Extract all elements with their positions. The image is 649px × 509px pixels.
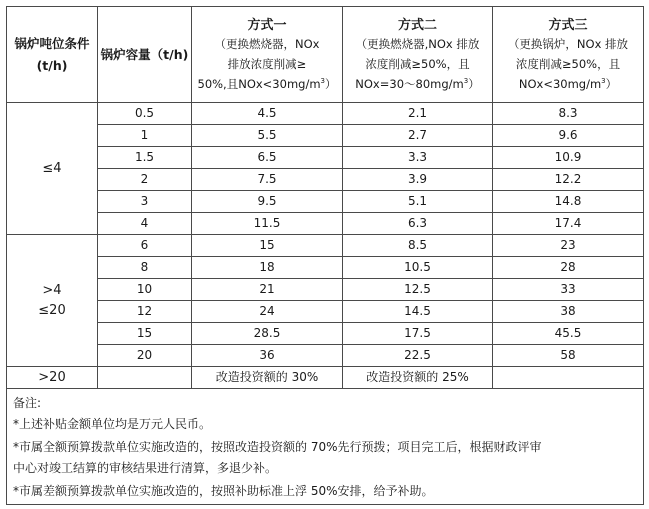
- method-2-cell: 2.1: [343, 103, 493, 125]
- method-2-cell: 10.5: [343, 257, 493, 279]
- method-2-cell: 3.3: [343, 147, 493, 169]
- capacity-cell: 3: [98, 191, 192, 213]
- method-1-cell: 15: [192, 235, 343, 257]
- group-label-line: ≤20: [38, 302, 66, 318]
- capacity-cell: 10: [98, 279, 192, 301]
- method-1-cell: 改造投资额的 30%: [192, 367, 343, 389]
- header-row: [7, 7, 644, 103]
- method-1-cell: 36: [192, 345, 343, 367]
- method-3-title: 方式三: [548, 18, 588, 33]
- method-3-desc-a: （更换锅炉，NOx 排放: [507, 37, 629, 51]
- notes-row: [7, 389, 644, 505]
- method-3-close-paren: ）: [605, 77, 618, 91]
- method-1-cell: 6.5: [192, 147, 343, 169]
- group-label-le4: [7, 103, 98, 235]
- table-body: [7, 103, 644, 505]
- method-3-cell-empty: [493, 367, 644, 389]
- table-row: [7, 279, 644, 301]
- method-1-desc-b: 排放浓度削减≥: [227, 57, 307, 71]
- method-3-cell: 10.9: [493, 147, 644, 169]
- method-2-desc-c-line: [343, 74, 492, 94]
- method-2-cell: 改造投资额的 25%: [343, 367, 493, 389]
- method-2-desc-a: （更换燃烧器,NOx 排放: [355, 37, 480, 51]
- subsidy-table-container: [6, 6, 643, 505]
- method-2-cell: 12.5: [343, 279, 493, 301]
- group-label-line: >4: [42, 282, 62, 298]
- method-1-superscript: 3: [320, 77, 325, 86]
- method-2-cell: 6.3: [343, 213, 493, 235]
- method-1-cell: 5.5: [192, 125, 343, 147]
- method-1-cell: 11.5: [192, 213, 343, 235]
- method-2-cell: 2.7: [343, 125, 493, 147]
- note-line-1: *上述补贴金额单位均是万元人民币。: [13, 417, 212, 431]
- method-3-superscript: 3: [601, 77, 606, 86]
- method-3-cell: 28: [493, 257, 644, 279]
- method-3-cell: 23: [493, 235, 644, 257]
- method-2-cell: 22.5: [343, 345, 493, 367]
- method-1-desc-c: 50%,且NOx<30mg/m: [197, 77, 321, 91]
- table-row: [7, 213, 644, 235]
- header-tonnage-condition: 锅炉吨位条件(t/h): [7, 7, 98, 103]
- method-1-cell: 24: [192, 301, 343, 323]
- method-1-cell: 4.5: [192, 103, 343, 125]
- method-2-desc-c: NOx=30～80mg/m: [355, 77, 464, 91]
- note-line-4: *市属差额预算拨款单位实施改造的，按照补助标准上浮 50%安排，给予补助。: [13, 484, 434, 498]
- capacity-cell-empty: [98, 367, 192, 389]
- group-label-4-to-20: [7, 235, 98, 367]
- group-label-line: ≤4: [42, 160, 62, 176]
- table-row-over-20: [7, 367, 644, 389]
- header-method-1: [192, 7, 343, 103]
- method-3-cell: 58: [493, 345, 644, 367]
- capacity-cell: 1.5: [98, 147, 192, 169]
- method-2-cell: 14.5: [343, 301, 493, 323]
- capacity-cell: 0.5: [98, 103, 192, 125]
- boiler-subsidy-table: [6, 6, 644, 505]
- capacity-cell: 8: [98, 257, 192, 279]
- table-row: [7, 125, 644, 147]
- method-1-cell: 7.5: [192, 169, 343, 191]
- table-row: [7, 323, 644, 345]
- method-2-cell: 3.9: [343, 169, 493, 191]
- table-row: [7, 235, 644, 257]
- capacity-cell: 12: [98, 301, 192, 323]
- method-3-desc-b: 浓度削减≥50%，且: [515, 57, 621, 71]
- group-label-over-20: >20: [7, 367, 98, 389]
- table-row: [7, 257, 644, 279]
- header-method-3: [493, 7, 644, 103]
- note-line-2: *市属全额预算拨款单位实施改造的，按照改造投资额的 70%先行预拨；项目完工后，根据财政评审: [13, 440, 542, 454]
- capacity-cell: 15: [98, 323, 192, 345]
- capacity-cell: 2: [98, 169, 192, 191]
- method-2-desc-b: 浓度削减≥50%，且: [365, 57, 470, 71]
- table-row: [7, 147, 644, 169]
- capacity-cell: 6: [98, 235, 192, 257]
- method-1-desc-c-line: [192, 74, 342, 94]
- header-method-2: [343, 7, 493, 103]
- notes-cell: [7, 389, 644, 505]
- method-3-cell: 8.3: [493, 103, 644, 125]
- method-3-cell: 38: [493, 301, 644, 323]
- capacity-cell: 1: [98, 125, 192, 147]
- capacity-cell: 20: [98, 345, 192, 367]
- method-3-cell: 9.6: [493, 125, 644, 147]
- method-1-cell: 28.5: [192, 323, 343, 345]
- method-3-cell: 17.4: [493, 213, 644, 235]
- method-2-title: 方式二: [397, 18, 437, 33]
- note-line-3: 中心对竣工结算的审核结果进行清算，多退少补。: [13, 461, 278, 475]
- notes-title: 备注:: [13, 396, 42, 410]
- method-2-cell: 5.1: [343, 191, 493, 213]
- method-3-desc-c-line: [493, 74, 643, 94]
- method-1-cell: 9.5: [192, 191, 343, 213]
- method-3-cell: 33: [493, 279, 644, 301]
- table-row: [7, 169, 644, 191]
- method-3-cell: 45.5: [493, 323, 644, 345]
- method-2-superscript: 3: [463, 77, 469, 86]
- table-row: [7, 103, 644, 125]
- header-capacity: 锅炉容量（t/h): [98, 7, 192, 103]
- method-3-desc-c: NOx<30mg/m: [518, 77, 602, 91]
- table-row: [7, 191, 644, 213]
- method-3-cell: 12.2: [493, 169, 644, 191]
- method-1-cell: 21: [192, 279, 343, 301]
- method-1-close-paren: ）: [325, 77, 337, 91]
- table-row: [7, 345, 644, 367]
- method-2-close-paren: ）: [468, 77, 480, 91]
- method-1-desc-a: （更换燃烧器，NOx: [214, 37, 320, 51]
- capacity-cell: 4: [98, 213, 192, 235]
- method-3-cell: 14.8: [493, 191, 644, 213]
- method-1-title: 方式一: [247, 18, 287, 33]
- method-1-cell: 18: [192, 257, 343, 279]
- table-row: [7, 301, 644, 323]
- method-2-cell: 8.5: [343, 235, 493, 257]
- method-2-cell: 17.5: [343, 323, 493, 345]
